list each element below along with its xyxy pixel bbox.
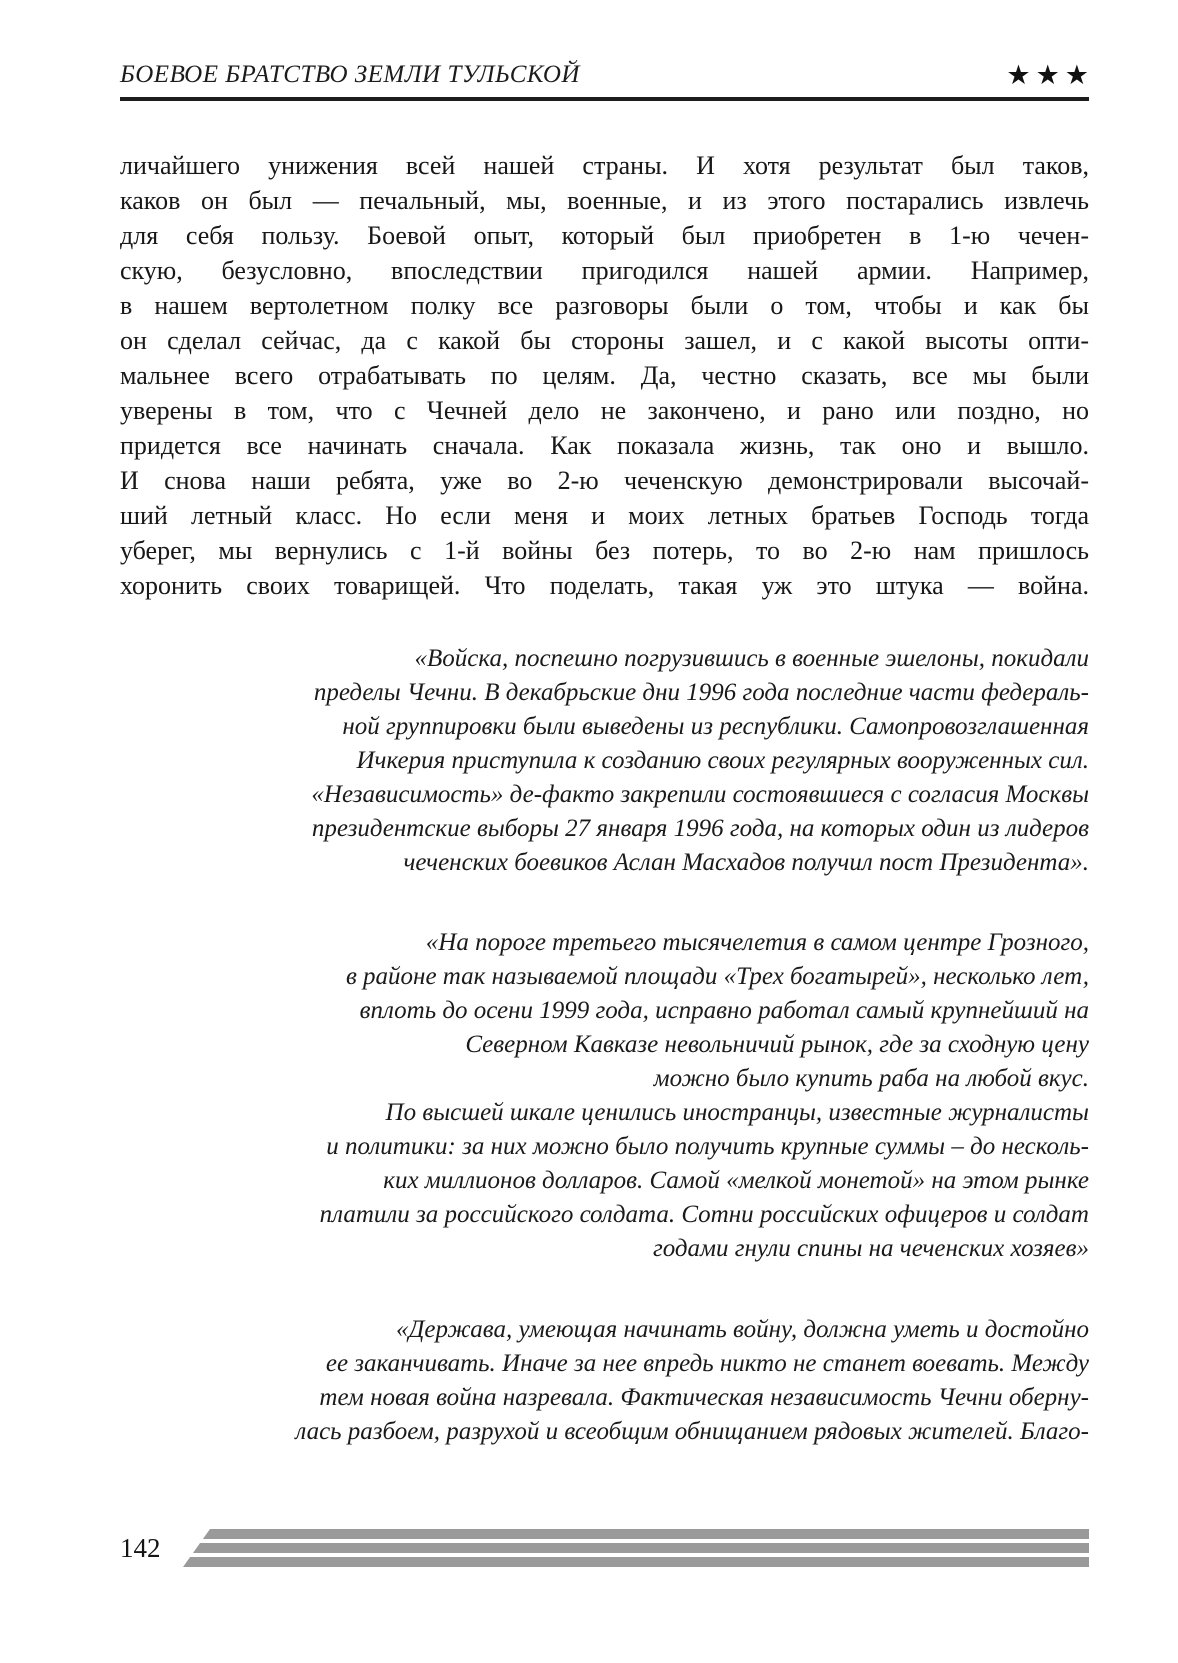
text-line: пределы Чечни. В декабрьские дни 1996 года последние части федераль- <box>313 679 1089 706</box>
text-line: в нашем вертолетном полку все разговоры были о том, чтобы и как бы <box>120 291 1089 320</box>
text-line: «Держава, умеющая начинать войну, должна уметь и достойно <box>395 1316 1089 1343</box>
text-line: По высшей шкале ценились иностранцы, известные журналисты <box>385 1099 1089 1126</box>
page-footer <box>120 1529 1089 1567</box>
text-line: лась разбоем, разрухой и всеобщим обнищанием рядовых жителей. Благо- <box>295 1418 1089 1445</box>
text-line: президентские выборы 27 января 1996 года, на которых один из лидеров <box>311 815 1089 842</box>
page-header <box>120 60 1094 101</box>
text-line: хоронить своих товарищей. Что поделать, такая уж это штука — война. <box>120 571 1089 600</box>
text-line: для себя пользу. Боевой опыт, который был приобретен в 1-ю чечен- <box>120 221 1089 250</box>
header-row <box>120 60 1094 90</box>
text-line: ной группировки были выведены из республики. Самопровозглашенная <box>342 713 1089 740</box>
text-line: уберег, мы вернулись с 1-й войны без потерь, то во 2-ю нам пришлось <box>120 536 1089 565</box>
text-line: «Войска, поспешно погрузившись в военные эшелоны, покидали <box>414 645 1089 672</box>
body-paragraph <box>120 148 1089 603</box>
text-line: уверены в том, что с Чечней дело не закончено, и рано или поздно, но <box>120 396 1089 425</box>
text-line: Ичкерия приступила к созданию своих регулярных вооруженных сил. <box>356 747 1089 774</box>
text-line: платили за российского солдата. Сотни российских офицеров и солдат <box>319 1201 1089 1228</box>
three-stars-icon: ★★★ <box>1006 60 1094 90</box>
page-number: 142 <box>120 1533 161 1563</box>
text-line: скую, безусловно, впоследствии пригодился нашей армии. Например, <box>120 256 1089 285</box>
text-line: И снова наши ребята, уже во 2-ю чеченскую демонстрировали высочай- <box>120 466 1089 495</box>
text-line: годами гнули спины на чеченских хозяев» <box>652 1235 1089 1262</box>
text-line: каков он был — печальный, мы, военные, и из этого постарались извлечь <box>120 186 1089 215</box>
text-line: чеченских боевиков Аслан Масхадов получил пост Президента». <box>403 849 1089 876</box>
text-line: в районе так называемой площади «Трех богатырей», несколько лет, <box>345 963 1089 990</box>
text-line: Северном Кавказе невольничий рынок, где за сходную цену <box>465 1031 1089 1058</box>
page-main <box>120 148 1089 1449</box>
quote-block-3 <box>120 1313 1089 1449</box>
text-line: мальнее всего отрабатывать по целям. Да, честно сказать, все мы были <box>120 361 1089 390</box>
header-rule <box>120 97 1089 101</box>
text-line: «На пороге третьего тысячелетия в самом центре Грозного, <box>425 929 1089 956</box>
text-line: «Независимость» де-факто закрепили состоявшиеся с согласия Москвы <box>311 781 1089 808</box>
footer-stripes <box>183 1529 1089 1567</box>
text-line: личайшего унижения всей нашей страны. И хотя результат был таков, <box>120 151 1089 180</box>
quote-block-2 <box>120 926 1089 1266</box>
text-line: ких миллионов долларов. Самой «мелкой монетой» на этом рынке <box>383 1167 1089 1194</box>
text-line: ший летный класс. Но если меня и моих летных братьев Господь тогда <box>120 501 1089 530</box>
text-line: он сделал сейчас, да с какой бы стороны зашел, и с какой высоты опти- <box>120 326 1089 355</box>
text-line: ее заканчивать. Иначе за нее впредь никто не станет воевать. Между <box>325 1350 1089 1377</box>
text-line: и политики: за них можно было получить крупные суммы – до несколь- <box>326 1133 1089 1160</box>
quote-block-1 <box>120 642 1089 880</box>
text-line: вплоть до осени 1999 года, исправно работал самый крупнейший на <box>359 997 1089 1024</box>
text-line: можно было купить раба на любой вкус. <box>653 1065 1089 1092</box>
text-line: тем новая война назревала. Фактическая независимость Чечни оберну- <box>319 1384 1089 1411</box>
running-title: БОЕВОЕ БРАТСТВО ЗЕМЛИ ТУЛЬСКОЙ <box>120 61 580 88</box>
text-line: придется все начинать сначала. Как показала жизнь, так оно и вышло. <box>120 431 1089 460</box>
